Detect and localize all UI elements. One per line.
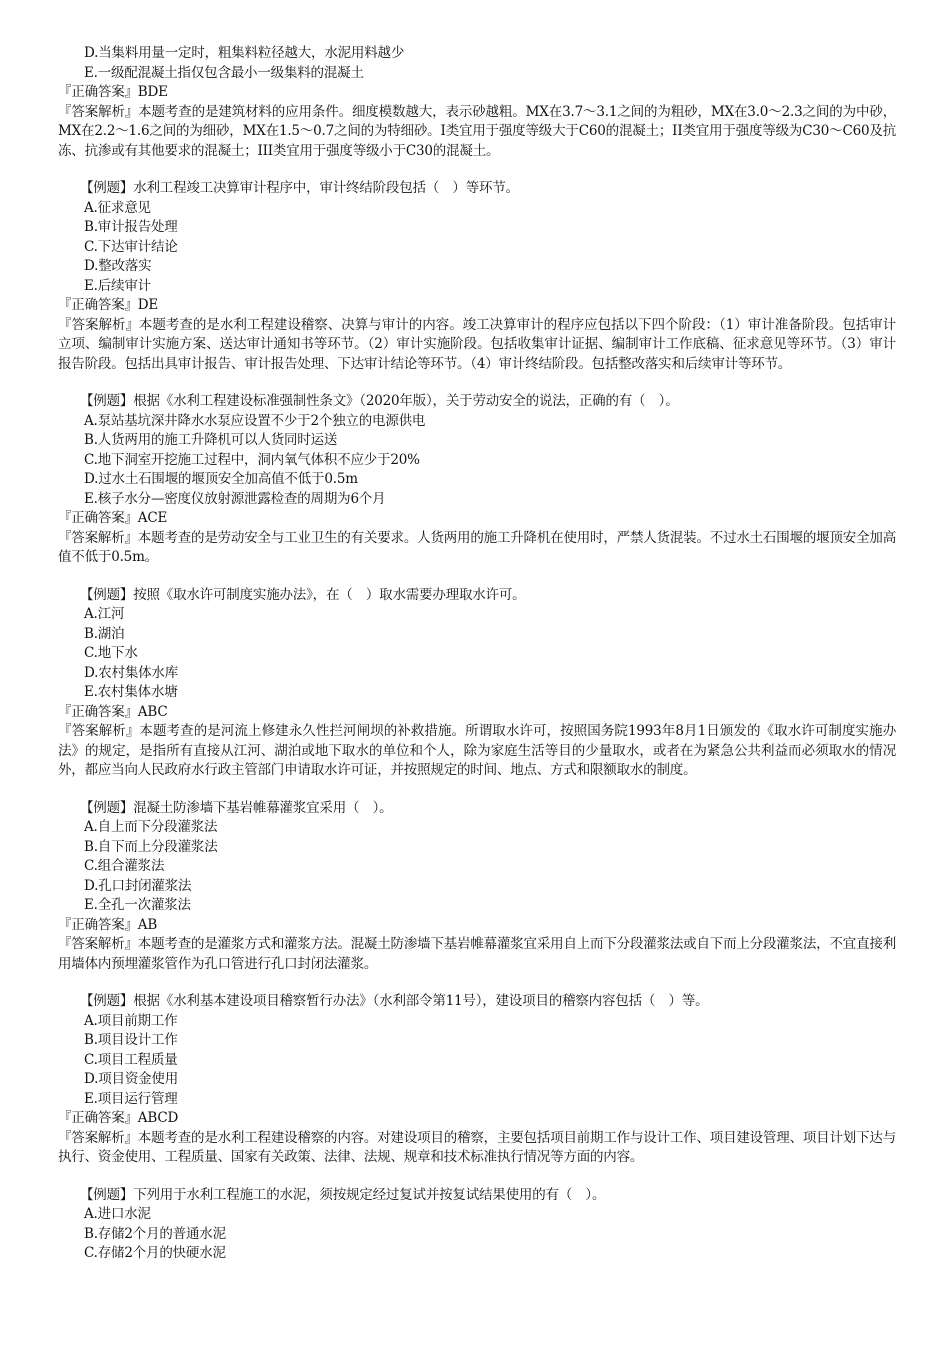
option-d: D.农村集体水库 bbox=[84, 664, 179, 681]
option-d: D.整改落实 bbox=[84, 258, 152, 274]
option-b: B.人货两用的施工升降机可以人货同时运送 bbox=[84, 432, 338, 448]
question-6 bbox=[58, 1186, 896, 1264]
option-e: E.项目运行管理 bbox=[84, 1090, 178, 1107]
option-b: B.项目设计工作 bbox=[84, 1032, 178, 1048]
question-stem: 【例题】按照《取水许可制度实施办法》，在（ ）取水需要办理取水许可。 bbox=[80, 586, 526, 603]
option-e: E.核子水分—密度仪放射源泄露检查的周期为6个月 bbox=[84, 490, 386, 507]
option-a: A.自上而下分段灌浆法 bbox=[84, 819, 218, 835]
question-continuation bbox=[58, 44, 896, 161]
option-c: C.地下洞室开挖施工过程中，洞内氧气体积不应少于20% bbox=[84, 451, 420, 468]
question-stem: 【例题】混凝土防渗墙下基岩帷幕灌浆宜采用（ ）。 bbox=[80, 799, 393, 816]
option-a: A.泵站基坑深井降水水泵应设置不少于2个独立的电源供电 bbox=[84, 412, 426, 429]
correct-answer: 『正确答案』ACE bbox=[58, 510, 168, 526]
option-a: A.项目前期工作 bbox=[84, 1012, 178, 1029]
option-e: E.农村集体水塘 bbox=[84, 684, 178, 700]
option-c: C.组合灌浆法 bbox=[84, 858, 165, 874]
option-a: A.进口水泥 bbox=[84, 1206, 151, 1222]
question-5 bbox=[58, 992, 896, 1168]
option-e: E.后续审计 bbox=[84, 277, 151, 294]
correct-answer: 『正确答案』DE bbox=[58, 297, 159, 313]
question-4 bbox=[58, 799, 896, 975]
option-e: E.一级配混凝土指仅包含最小一级集料的混凝土 bbox=[84, 64, 364, 81]
question-2 bbox=[58, 392, 896, 568]
option-b: B.审计报告处理 bbox=[84, 219, 178, 235]
option-a: A.江河 bbox=[84, 606, 125, 622]
option-c: C.项目工程质量 bbox=[84, 1051, 178, 1068]
question-stem: 【例题】水利工程竣工决算审计程序中，审计终结阶段包括（ ）等环节。 bbox=[80, 180, 519, 196]
option-d: D.项目资金使用 bbox=[84, 1071, 179, 1087]
correct-answer: 『正确答案』BDE bbox=[58, 84, 168, 100]
correct-answer: 『正确答案』AB bbox=[58, 916, 158, 933]
option-d: D.当集料用量一定时，粗集料粒径越大，水泥用料越少 bbox=[84, 45, 405, 61]
answer-analysis: 『答案解析』本题考查的是灌浆方式和灌浆方法。混凝土防渗墙下基岩帷幕灌浆宜采用自上而下分段灌浆法或自下而上分段灌浆法，不宜直接利用墙体内预埋灌浆管作为孔口管进行孔口封闭法灌浆。 bbox=[58, 936, 896, 972]
option-b: B.自下而上分段灌浆法 bbox=[84, 838, 218, 855]
question-stem: 【例题】下列用于水利工程施工的水泥，须按规定经过复试并按复试结果使用的有（ ）。 bbox=[80, 1186, 606, 1203]
option-c: C.地下水 bbox=[84, 645, 138, 661]
document-page bbox=[58, 44, 896, 1264]
option-b: B.湖泊 bbox=[84, 625, 125, 642]
question-1 bbox=[58, 179, 896, 374]
answer-analysis: 『答案解析』本题考查的是水利工程建设稽察的内容。对建设项目的稽察，主要包括项目前期工作与设计工作、项目建设管理、项目计划下达与执行、资金使用、工程质量、国家有关政策、法律、法规、规章和技术标准执行情况等方面的内容。 bbox=[58, 1129, 896, 1165]
option-e: E.全孔一次灌浆法 bbox=[84, 897, 191, 913]
answer-analysis: 『答案解析』本题考查的是河流上修建永久性拦河闸坝的补救措施。所谓取水许可，按照国务院1993年8月1日颁发的《取水许可制度实施办法》的规定，是指所有直接从江河、湖泊或地下取水的单位和个人，除为家庭生活等目的少量取水，或者在为紧急公共利益而必须取水的情况外，都应当向人民政府水行政主管部门申请取水许可证，并按照规定的时间、地点、方式和限额取水的制度。 bbox=[58, 723, 896, 778]
question-3 bbox=[58, 586, 896, 781]
correct-answer: 『正确答案』ABC bbox=[58, 703, 168, 720]
option-c: C.下达审计结论 bbox=[84, 238, 178, 255]
option-b: B.存储2个月的普通水泥 bbox=[84, 1225, 226, 1242]
answer-analysis: 『答案解析』本题考查的是水利工程建设稽察、决算与审计的内容。竣工决算审计的程序应包括以下四个阶段：（1）审计准备阶段。包括审计立项、编制审计实施方案、送达审计通知书等环节。（2）审计实施阶段。包括收集审计证据、编制审计工作底稿、征求意见等环节。（3）审计报告阶段。包括出具审计报告、审计报告处理、下达审计结论等环节。（4）审计终结阶段。包括整改落实和后续审计等环节。 bbox=[58, 316, 896, 372]
question-stem: 【例题】根据《水利基本建设项目稽察暂行办法》（水利部令第11号），建设项目的稽察内容包括（ ）等。 bbox=[80, 993, 709, 1009]
option-c: C.存储2个月的快硬水泥 bbox=[84, 1245, 226, 1261]
answer-analysis: 『答案解析』本题考查的是劳动安全与工业卫生的有关要求。人货两用的施工升降机在使用时，严禁人货混装。不过水土石围堰的堰顶安全加高值不低于0.5m。 bbox=[58, 529, 896, 565]
option-a: A.征求意见 bbox=[84, 199, 151, 216]
correct-answer: 『正确答案』ABCD bbox=[58, 1110, 179, 1126]
question-stem: 【例题】根据《水利工程建设标准强制性条文》（2020年版），关于劳动安全的说法，正确的有（ ）。 bbox=[80, 393, 679, 409]
option-d: D.过水土石围堰的堰顶安全加高值不低于0.5m bbox=[84, 471, 358, 487]
option-d: D.孔口封闭灌浆法 bbox=[84, 877, 192, 894]
answer-analysis: 『答案解析』本题考查的是建筑材料的应用条件。细度模数越大，表示砂越粗。MX在3.7～3.1之间的为粗砂，MX在3.0～2.3之间的为中砂，MX在2.2～1.6之间的为细砂，MX在1.5～0.7之间的为特细砂。I类宜用于强度等级大于C60的混凝土；II类宜用于强度等级为C30～C60及抗冻、抗渗或有其他要求的混凝土；III类宜用于强度等级小于C30的混凝土。 bbox=[58, 103, 896, 159]
